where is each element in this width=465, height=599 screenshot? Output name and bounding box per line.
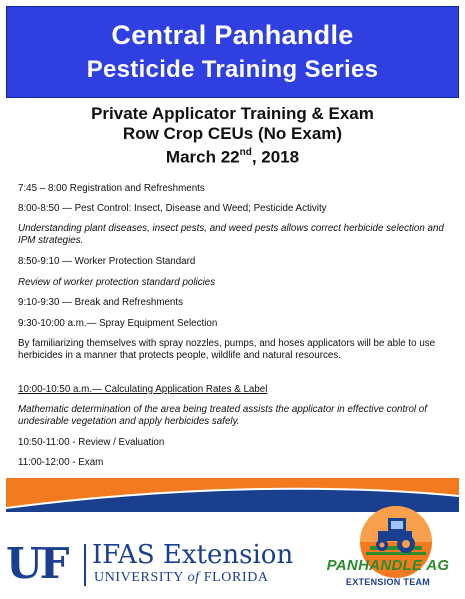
subtitle-line2: Row Crop CEUs (No Exam) xyxy=(122,124,343,143)
university-label xyxy=(94,570,269,586)
date-year: , 2018 xyxy=(251,147,300,167)
field-stripe-2 xyxy=(366,552,426,555)
date-prefix: March 22 xyxy=(165,147,240,167)
agenda-description: Review of worker protection standard policies xyxy=(18,277,216,288)
banner-title-line2: Pesticide Training Series xyxy=(86,56,379,83)
agenda-item: 8:50-9:10 — Worker Protection Standard xyxy=(18,256,196,267)
agenda-item: 8:00-8:50 — Pest Control: Insect, Disease and Weed; Pesticide Activity xyxy=(18,203,327,214)
agenda-description: Mathematic determination of the area being treated assists the applicator in effective control of undesirable vegetation and apply herbicides safely. xyxy=(18,404,427,427)
agenda-item: 10:00-10:50 a.m.— Calculating Application Rates & Label xyxy=(18,384,268,395)
agenda-description: Understanding plant diseases, insect pests, and weed pests allows correct herbicide selection and IPM strategies. xyxy=(18,223,444,246)
logo-divider xyxy=(84,544,86,586)
panhandle-ag-title: PANHANDLE AG xyxy=(326,557,450,574)
agenda-item: 9:30-10:00 a.m.— Spray Equipment Selection xyxy=(18,318,218,329)
agenda-item: 11:00-12:00 - Exam xyxy=(18,457,104,468)
agenda-description: By familiarizing themselves with spray nozzles, pumps, and hoses applicators will be able to use herbicides in a manner that protects people, wildlife and natural resources. xyxy=(18,338,436,361)
event-subtitle xyxy=(0,104,465,168)
title-banner xyxy=(6,6,459,98)
event-date xyxy=(0,144,465,168)
agenda-item: 9:10-9:30 — Break and Refreshments xyxy=(18,297,184,308)
uf-monogram: UF xyxy=(6,539,67,588)
university-suffix: FLORIDA xyxy=(199,570,269,585)
agenda-item: 7:45 – 8:00 Registration and Refreshments xyxy=(18,183,205,194)
date-suffix-sup: nd xyxy=(239,147,252,158)
extension-team-label: EXTENSION TEAM xyxy=(345,577,431,587)
ifas-extension-label: IFAS Extension xyxy=(92,540,294,570)
banner-title-line1: Central Panhandle xyxy=(111,20,354,50)
subtitle-line1: Private Applicator Training & Exam xyxy=(91,104,374,123)
university-of: of xyxy=(187,570,200,585)
agenda-item: 10:50-11:00 - Review / Evaluation xyxy=(18,437,165,448)
university-prefix: UNIVERSITY xyxy=(94,570,188,585)
uf-ifas-logo xyxy=(6,540,296,590)
